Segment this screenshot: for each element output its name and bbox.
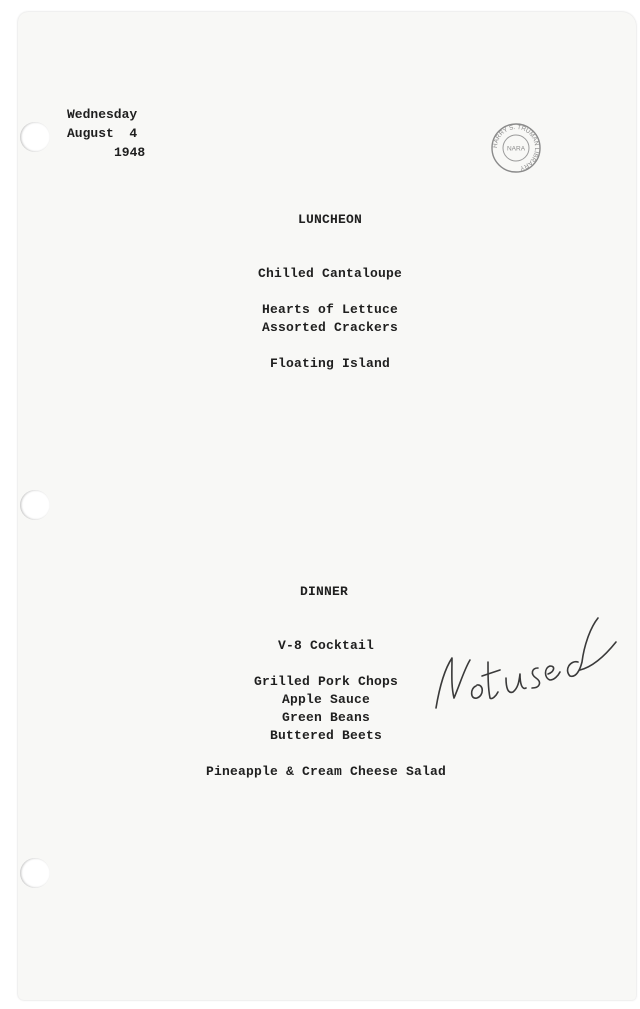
date-month-day: August 4 (67, 126, 138, 141)
luncheon-item: Floating Island (269, 356, 391, 371)
svg-text:NARA: NARA (506, 145, 526, 153)
dinner-heading: DINNER (299, 584, 348, 599)
dinner-item: Grilled Pork Chops (253, 674, 399, 689)
luncheon-item: Chilled Cantaloupe (257, 266, 403, 281)
date-year: 1948 (114, 145, 146, 160)
dinner-item: Green Beans (281, 710, 370, 725)
luncheon-heading: LUNCHEON (297, 212, 362, 227)
archive-stamp-icon (490, 122, 542, 174)
paper-sheet (18, 12, 636, 1000)
punch-hole-top (20, 122, 50, 152)
luncheon-item: Hearts of Lettuce (261, 302, 399, 317)
dinner-item: V-8 Cocktail (277, 638, 374, 653)
dinner-item: Apple Sauce (281, 692, 370, 707)
dinner-item: Buttered Beets (269, 728, 383, 743)
punch-hole-middle (20, 490, 50, 520)
date-weekday: Wednesday (67, 107, 138, 122)
handwritten-not-used-note (430, 590, 630, 720)
luncheon-item: Assorted Crackers (261, 320, 399, 335)
punch-hole-bottom (20, 858, 50, 888)
dinner-item: Pineapple & Cream Cheese Salad (205, 764, 447, 779)
svg-text:HARRY S. TRUMAN LIBRARY: HARRY S. TRUMAN LIBRARY (491, 123, 541, 172)
